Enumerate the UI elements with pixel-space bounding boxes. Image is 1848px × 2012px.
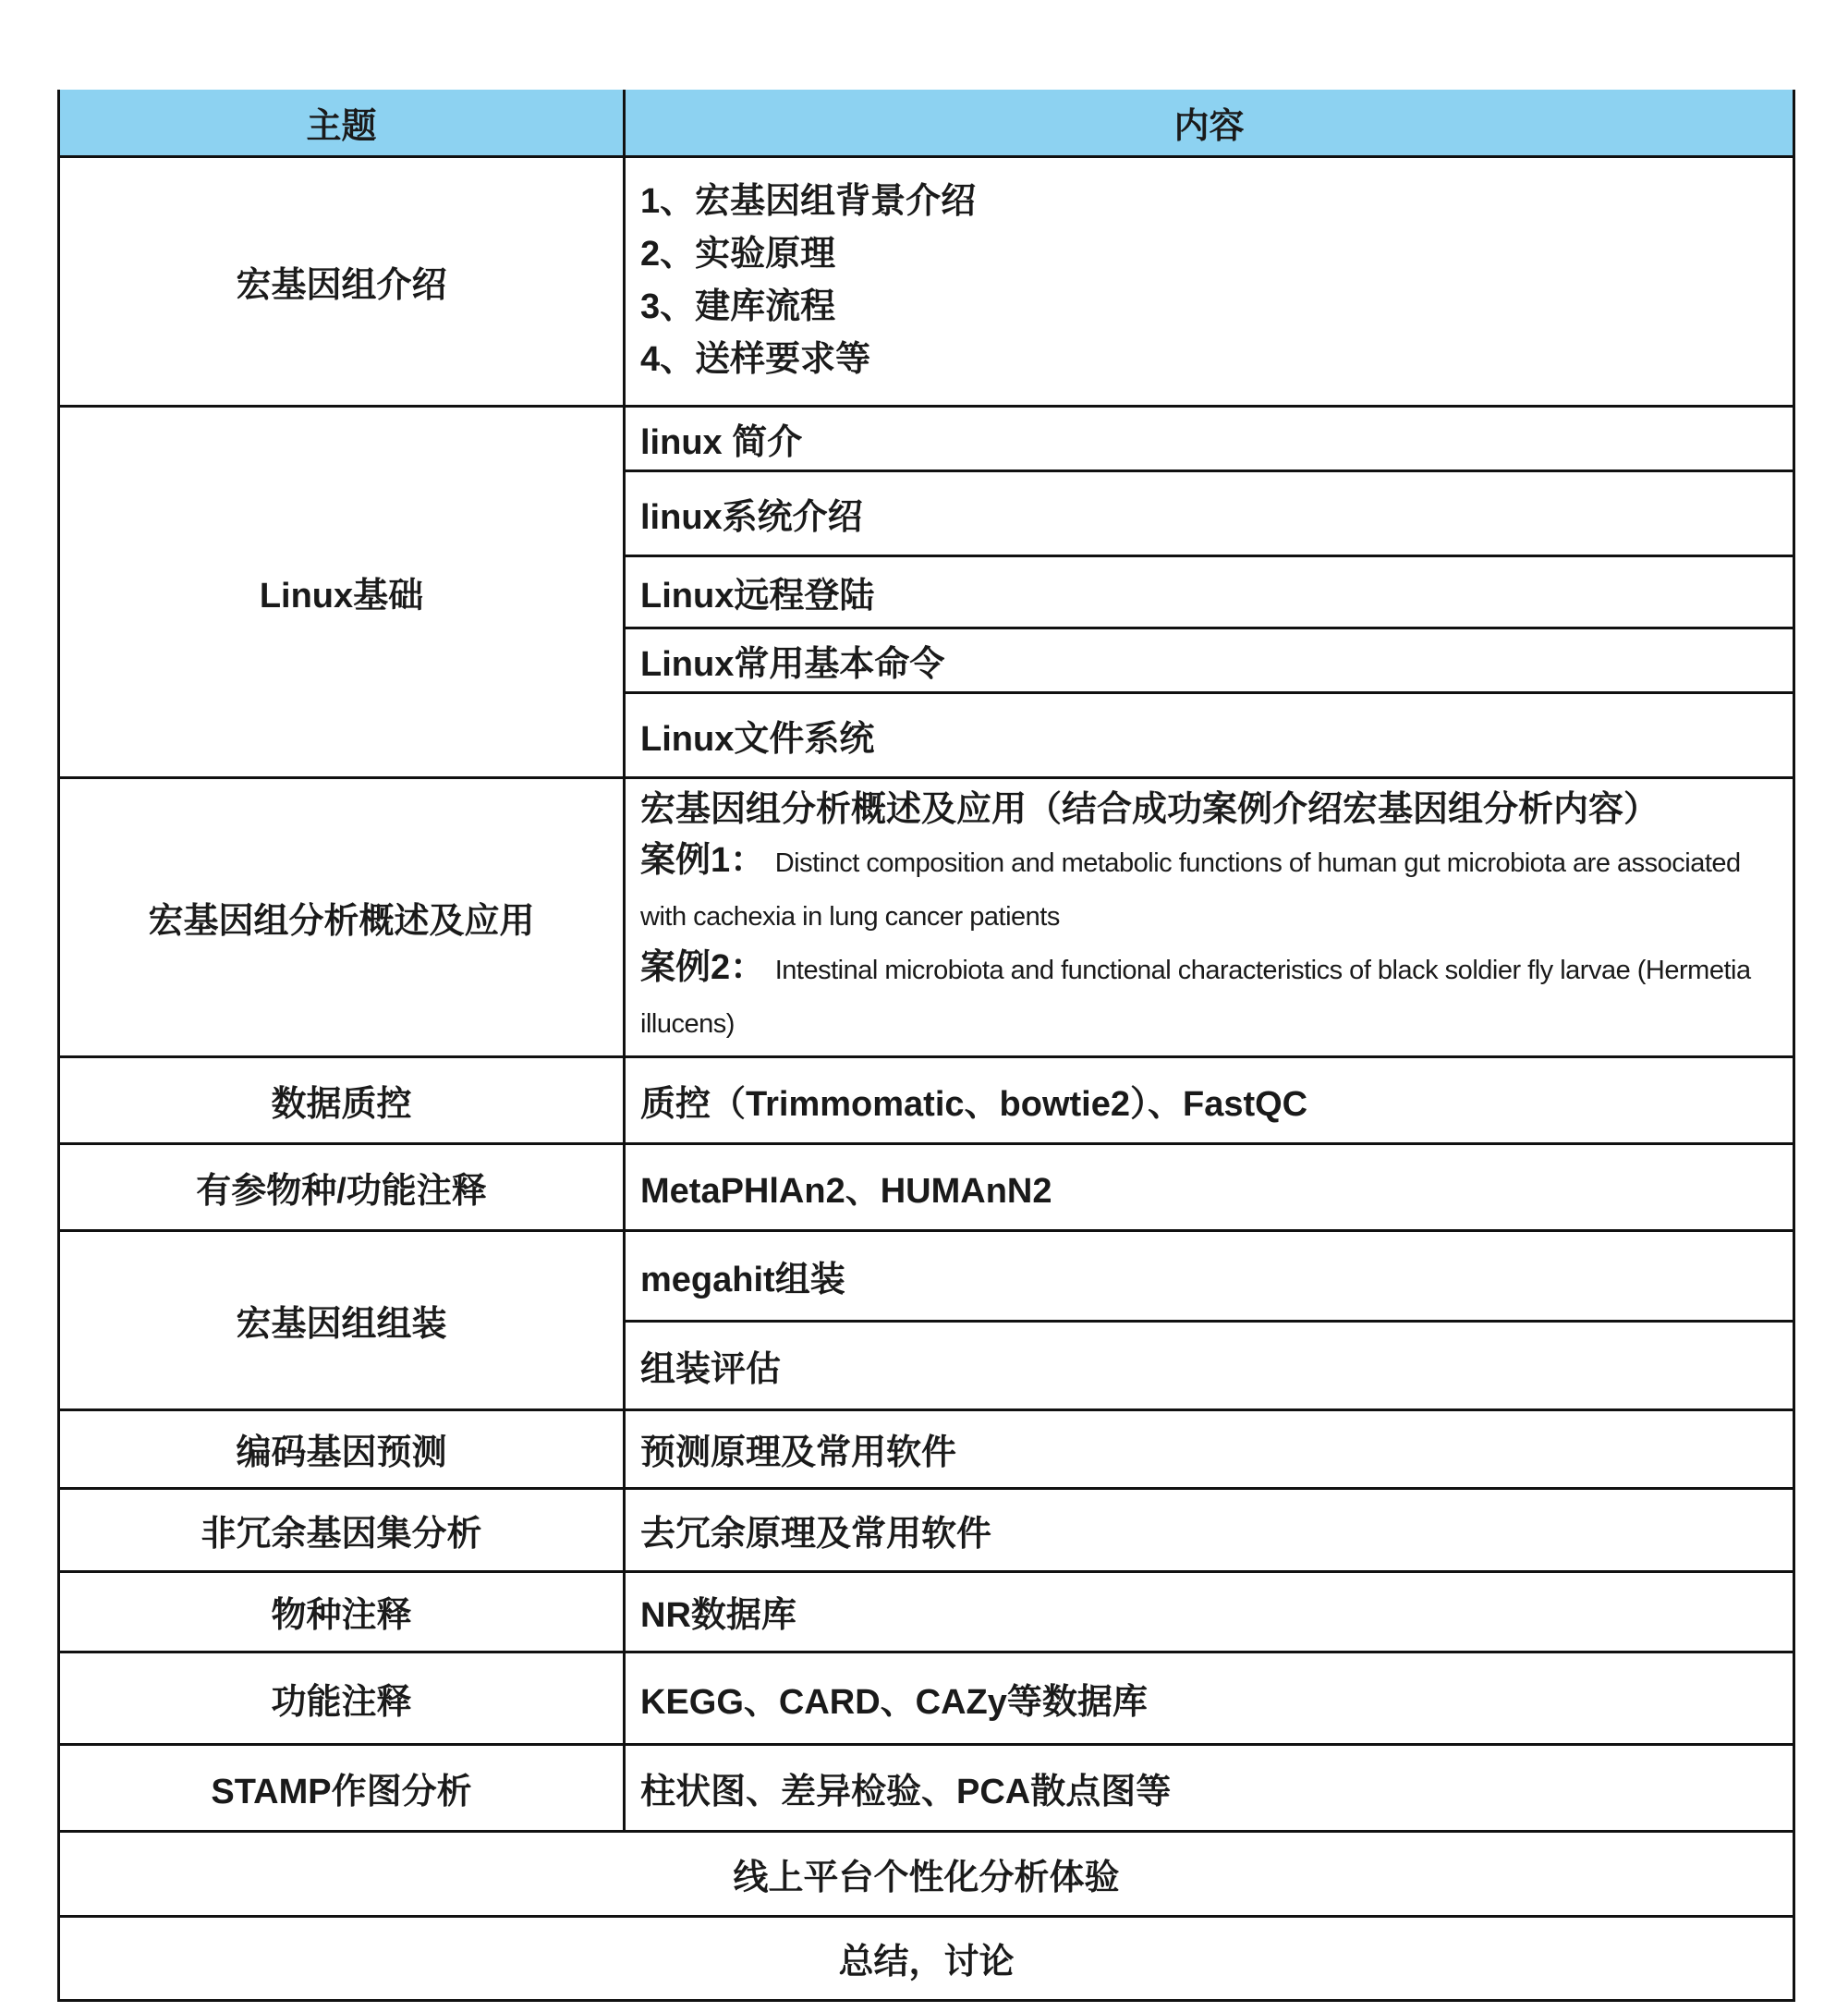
content-cell-data-qc: 质控（Trimmomatic、bowtie2）、FastQC bbox=[625, 1056, 1794, 1143]
intro-item-4: 4、送样要求等 bbox=[640, 340, 871, 379]
topic-cell-taxonomy-annotation: 物种注释 bbox=[59, 1571, 625, 1652]
content-cell-stamp-plotting: 柱状图、差异检验、PCA散点图等 bbox=[625, 1744, 1794, 1831]
topic-cell-gene-prediction: 编码基因预测 bbox=[59, 1409, 625, 1488]
table-row bbox=[59, 1652, 1794, 1744]
table-row bbox=[59, 777, 1794, 1056]
content-cell-reference-annotation: MetaPHlAn2、HUMAnN2 bbox=[625, 1143, 1794, 1230]
header-row bbox=[59, 90, 1794, 156]
topic-cell-stamp-plotting: STAMP作图分析 bbox=[59, 1744, 625, 1831]
topic-cell-analysis-overview: 宏基因组分析概述及应用 bbox=[59, 777, 625, 1056]
content-cell-linux-remote-login: Linux远程登陆 bbox=[625, 555, 1794, 628]
case-1-label: 案例1： bbox=[640, 840, 766, 880]
topic-cell-metagenome-intro: 宏基因组介绍 bbox=[59, 156, 625, 406]
table-row bbox=[59, 1143, 1794, 1230]
table-row bbox=[59, 1831, 1794, 1916]
table-row bbox=[59, 1571, 1794, 1652]
case-1-text: Distinct composition and metabolic functions of human gut microbiota are associated with cachexia in lung cancer patients bbox=[640, 847, 1741, 932]
content-cell-linux-filesystem: Linux文件系统 bbox=[625, 692, 1794, 777]
header-topic: 主题 bbox=[59, 90, 625, 156]
course-agenda-table bbox=[57, 90, 1795, 2002]
table-row bbox=[59, 1409, 1794, 1488]
course-agenda bbox=[57, 90, 1795, 2002]
content-cell-megahit-assembly: megahit组装 bbox=[625, 1230, 1794, 1321]
table-row bbox=[59, 1056, 1794, 1143]
table-row bbox=[59, 156, 1794, 406]
topic-cell-non-redundant-geneset: 非冗余基因集分析 bbox=[59, 1488, 625, 1571]
content-cell-taxonomy-annotation: NR数据库 bbox=[625, 1571, 1794, 1652]
table-row bbox=[59, 1744, 1794, 1831]
topic-cell-function-annotation: 功能注释 bbox=[59, 1652, 625, 1744]
table-row bbox=[59, 1230, 1794, 1321]
topic-cell-assembly: 宏基因组组装 bbox=[59, 1230, 625, 1409]
case-2-label: 案例2： bbox=[640, 947, 766, 987]
table-row bbox=[59, 1488, 1794, 1571]
header-content: 内容 bbox=[625, 90, 1794, 156]
content-cell-linux-commands: Linux常用基本命令 bbox=[625, 628, 1794, 692]
content-cell-gene-prediction: 预测原理及常用软件 bbox=[625, 1409, 1794, 1488]
intro-item-1: 1、宏基因组背景介绍 bbox=[640, 182, 977, 221]
topic-cell-reference-annotation: 有参物种/功能注释 bbox=[59, 1143, 625, 1230]
overview-line: 宏基因组分析概述及应用（结合成功案例介绍宏基因组分析内容） bbox=[640, 789, 1660, 829]
table-row bbox=[59, 1916, 1794, 2000]
content-cell-analysis-overview bbox=[625, 777, 1794, 1056]
fullwidth-cell-online-platform: 线上平台个性化分析体验 bbox=[59, 1831, 1794, 1916]
content-cell-non-redundant-geneset: 去冗余原理及常用软件 bbox=[625, 1488, 1794, 1571]
case-2-text: Intestinal microbiota and functional characteristics of black soldier fly larvae (Hermetia illucens) bbox=[640, 955, 1751, 1039]
fullwidth-cell-summary-discussion: 总结，讨论 bbox=[59, 1916, 1794, 2000]
content-cell-linux-system: linux系统介绍 bbox=[625, 470, 1794, 555]
content-cell-assembly-evaluation: 组装评估 bbox=[625, 1321, 1794, 1409]
content-cell-linux-intro: linux 简介 bbox=[625, 406, 1794, 470]
topic-cell-linux-basics: Linux基础 bbox=[59, 406, 625, 777]
content-cell-function-annotation: KEGG、CARD、CAZy等数据库 bbox=[625, 1652, 1794, 1744]
table-row bbox=[59, 406, 1794, 470]
case-study-2 bbox=[640, 943, 1776, 1050]
intro-item-2: 2、实验原理 bbox=[640, 235, 836, 274]
topic-cell-data-qc: 数据质控 bbox=[59, 1056, 625, 1143]
content-cell-metagenome-intro bbox=[625, 156, 1794, 406]
intro-item-3: 3、建库流程 bbox=[640, 287, 836, 326]
case-study-1 bbox=[640, 835, 1776, 943]
